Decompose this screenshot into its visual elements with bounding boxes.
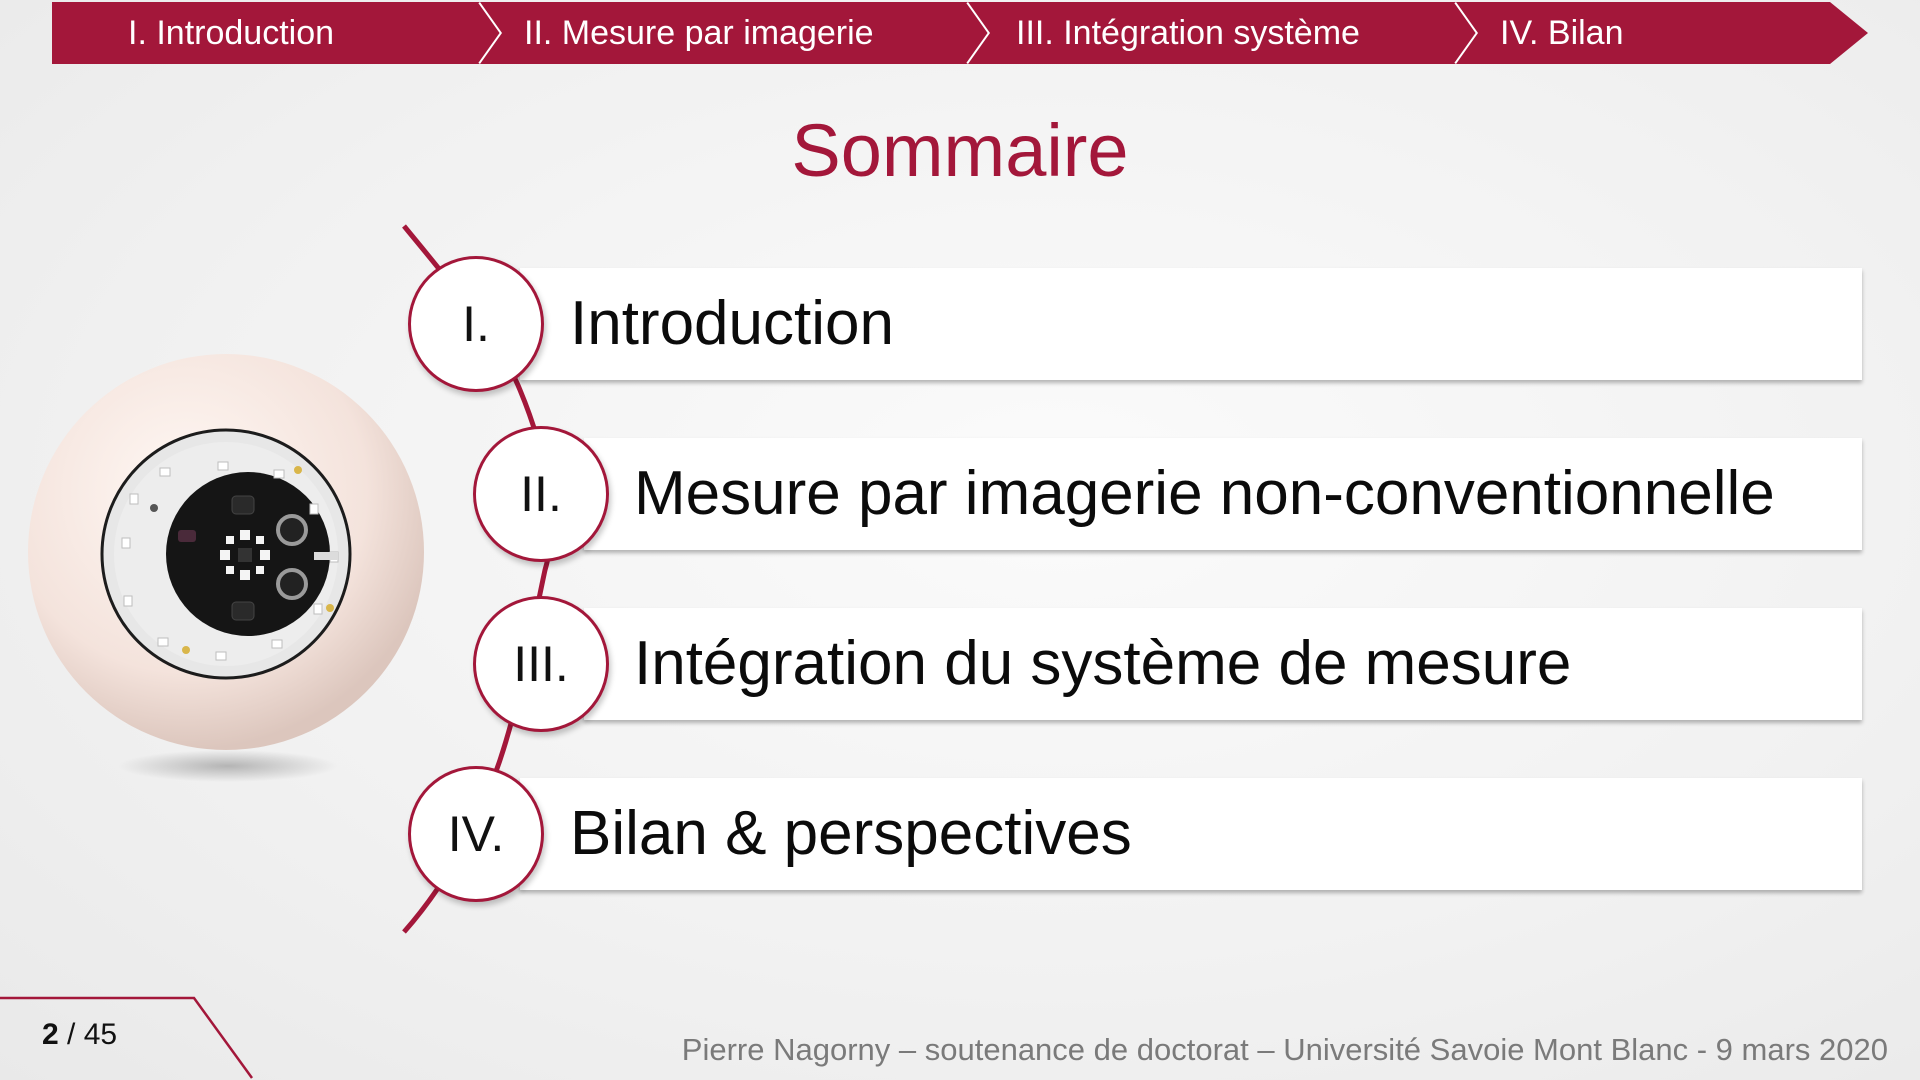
nav-tab-label: IV. Bilan xyxy=(1500,14,1624,52)
nav-tab-label: I. Introduction xyxy=(128,14,335,52)
agenda-badge-1[interactable]: I. xyxy=(408,256,544,392)
agenda-item-mesure[interactable] xyxy=(584,438,1862,550)
agenda-item-label: Introduction xyxy=(570,289,894,358)
slide-title-text: Sommaire xyxy=(791,109,1129,192)
page-separator: / xyxy=(67,1018,76,1051)
footer-credits: Pierre Nagorny – soutenance de doctorat – Université Savoie Mont Blanc - 9 mars 2020 xyxy=(681,1032,1888,1067)
current-page: 2 xyxy=(42,1018,59,1051)
agenda-item-integration[interactable] xyxy=(584,608,1862,720)
total-pages: 45 xyxy=(83,1018,118,1051)
page-number-tab xyxy=(0,996,260,1080)
agenda-badge-3[interactable]: III. xyxy=(473,596,609,732)
agenda-item-label: Mesure par imagerie non-conventionnelle xyxy=(634,459,1775,528)
agenda-badge-4[interactable]: IV. xyxy=(408,766,544,902)
nav-tab-label: II. Mesure par imagerie xyxy=(524,14,874,52)
agenda-item-label: Bilan & perspectives xyxy=(570,799,1132,868)
nav-tab-label: III. Intégration système xyxy=(1016,14,1360,52)
sensor-device-image xyxy=(18,348,438,788)
agenda-item-bilan[interactable] xyxy=(520,778,1862,890)
agenda-item-label: Intégration du système de mesure xyxy=(634,629,1572,698)
page-number xyxy=(42,1018,117,1052)
agenda-badge-2[interactable]: II. xyxy=(473,426,609,562)
agenda-item-introduction[interactable] xyxy=(520,268,1862,380)
